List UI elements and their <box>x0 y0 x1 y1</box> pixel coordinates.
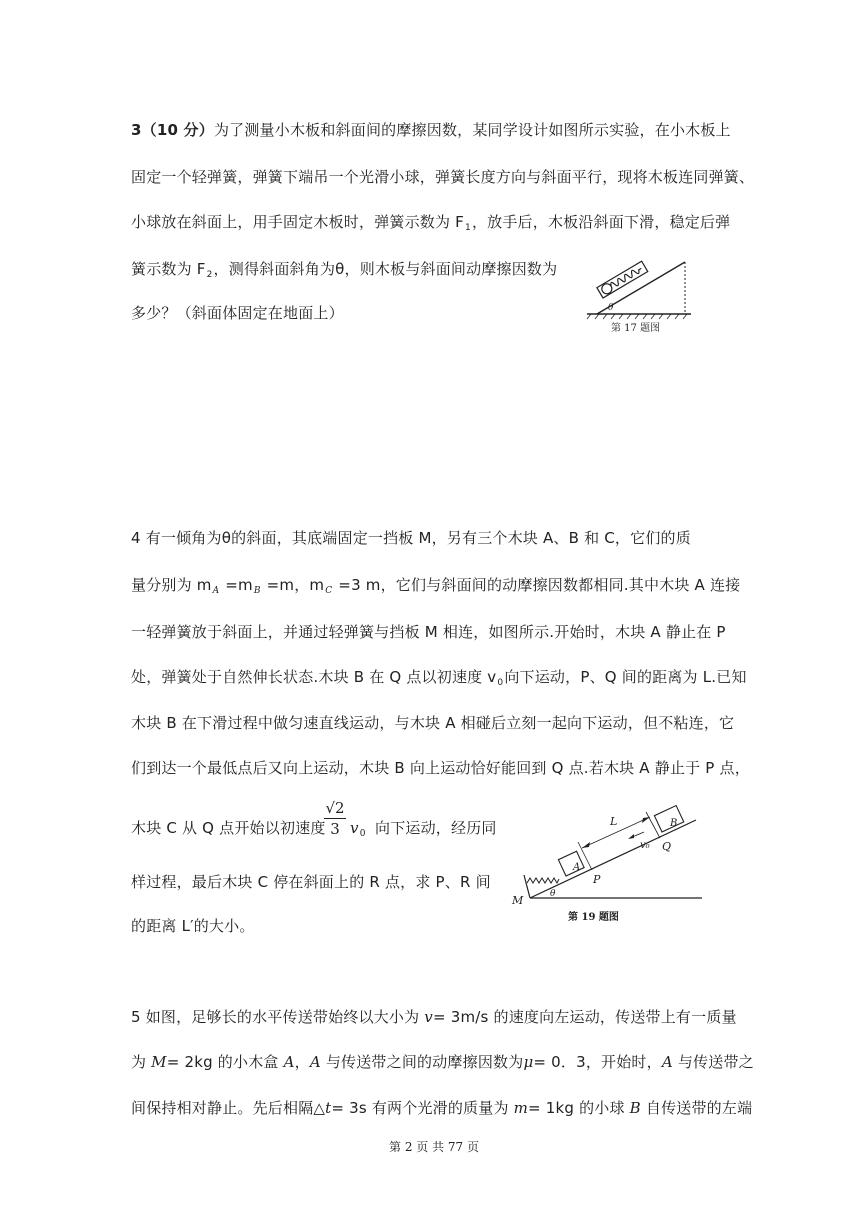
q3-line3-text-b: ，放手后，木板沿斜面下滑，稳定后弹 <box>471 213 731 231</box>
figure-17 <box>585 252 695 334</box>
fig19-caption: 第 19 题图 <box>568 912 619 923</box>
q3-line5: 多少？（斜面体固定在地面上） <box>131 304 344 322</box>
q4-line2-text-d: =3 m，它们与斜面间的动摩擦因数都相同.其中木块 A 连接 <box>333 576 741 594</box>
fig19-spring <box>527 878 559 883</box>
q3-line3 <box>131 212 730 235</box>
q4-line2 <box>131 575 740 598</box>
q4-ma-sub: A <box>212 586 220 596</box>
q3-line2: 固定一个轻弹簧，弹簧下端吊一个光滑小球，弹簧长度方向与斜面平行，现将木板连同弹簧、 <box>131 168 755 186</box>
q4-line2-text-c: =m，m <box>261 576 325 594</box>
q5-line3-text-b: = 3s 有两个光滑的质量为 <box>331 1099 514 1117</box>
fig17-ground-hatch <box>587 314 687 319</box>
q4-line4-text: 处，弹簧处于自然伸长状态.木块 B 在 Q 点以初速度 v <box>131 668 497 686</box>
q5-a-symbol: A <box>283 1053 295 1071</box>
q5-line3 <box>131 1098 752 1118</box>
fig19-label-a: A <box>573 862 581 873</box>
q3-number: 3 <box>131 121 142 139</box>
q5-line2 <box>131 1052 754 1072</box>
q5-line2-text: 为 <box>131 1053 152 1071</box>
q5-v-symbol: v <box>424 1008 433 1026</box>
q3-line4 <box>131 259 557 282</box>
q5-line3-text: 间保持相对静止。先后相隔 <box>131 1099 314 1117</box>
fig19-label-b: B <box>670 818 678 829</box>
q3-score: （10 分） <box>141 121 214 139</box>
q3-f1-sub: 1 <box>465 223 471 233</box>
q5-b-symbol: B <box>629 1099 641 1117</box>
q3-line4-text: 簧示数为 F <box>131 260 206 278</box>
q5-line2-text-f: 与传送带之 <box>672 1053 754 1071</box>
fig19-label-p: P <box>593 873 601 886</box>
q5-line1-text: 5 如图，足够长的水平传送带始终以大小为 <box>131 1008 425 1026</box>
page-footer: 第 2 页 共 77 页 <box>389 1140 479 1154</box>
q4-line8: 样过程，最后木块 C 停在斜面上的 R 点，求 P、R 间 <box>131 873 491 891</box>
fig19-label-theta: θ <box>550 889 556 899</box>
fig19-v0-arrowhead <box>628 834 634 839</box>
q4-frac-v <box>350 818 367 841</box>
q5-a-symbol-2: A <box>309 1053 321 1071</box>
q5-line2-text-e: = 0．3，开始时， <box>533 1053 662 1071</box>
q5-a-symbol-3: A <box>661 1053 673 1071</box>
q5-m-symbol: M <box>151 1053 167 1071</box>
q4-line7-a: 木块 C 从 Q 点开始以初速度 <box>131 819 326 837</box>
q5-line2-text-c: ， <box>294 1053 310 1071</box>
figure-19 <box>510 790 710 930</box>
q5-line1-text-b: = 3m/s 的速度向左运动，传送带上有一质量 <box>432 1008 737 1026</box>
q4-line2-text-b: =m <box>220 576 253 594</box>
q5-mu-symbol: μ <box>523 1053 534 1071</box>
q5-line3-text-c: = 1kg 的小球 <box>528 1099 630 1117</box>
fig17-caption: 第 17 题图 <box>611 323 661 334</box>
q4-v0-sub: 0 <box>497 678 504 688</box>
q3-text: 为了测量小木板和斜面间的摩擦因数，某同学设计如图所示实验，在小木板上 <box>213 121 731 139</box>
fig19-label-l: L <box>610 815 618 828</box>
q4-frac-den: 3 <box>330 820 340 838</box>
q4-v-symbol: v <box>350 819 359 837</box>
q5-dt-symbol: △t <box>313 1099 332 1117</box>
q4-mb-sub: B <box>253 586 261 596</box>
q4-frac-num: √2 <box>325 799 345 817</box>
fig19-block-a <box>558 851 584 876</box>
q4-fraction <box>324 798 346 839</box>
q4-v-sub: 0 <box>359 829 366 839</box>
q4-line5: 木块 B 在下滑过程中做匀速直线运动，与木块 A 相碰后立刻一起向下运动，但不粘连，它 <box>131 714 735 732</box>
q4-line3: 一轻弹簧放于斜面上，并通过轻弹簧与挡板 M 相连，如图所示.开始时，木块 A 静止在 P <box>131 623 726 641</box>
q4-line9: 的距离 L′的大小。 <box>131 917 255 935</box>
q4-line4-text-b: 向下运动，P、Q 间的距离为 L.已知 <box>504 668 747 686</box>
fig19-label-v0: v₀ <box>640 840 650 851</box>
fig17-board <box>597 261 648 298</box>
q4-line2-text: 量分别为 m <box>131 576 212 594</box>
q3-f2-sub: 2 <box>206 270 213 280</box>
q5-line3-text-d: 自传送带的左端 <box>640 1099 753 1117</box>
q3-line3-text: 小球放在斜面上，用手固定木板时，弹簧示数为 F <box>131 213 464 231</box>
fig19-label-q: Q <box>662 840 672 853</box>
q3-line4-text-b: ，测得斜面斜角为θ，则木板与斜面间动摩擦因数为 <box>213 260 558 278</box>
q4-mc-sub: C <box>325 586 333 596</box>
fig19-label-m: M <box>512 894 524 907</box>
q4-line1: 4 有一倾角为θ的斜面，其底端固定一挡板 M，另有三个木块 A、B 和 C，它们的质 <box>131 529 691 547</box>
q5-line2-text-b: = 2kg 的小木盒 <box>166 1053 284 1071</box>
q4-line6: 们到达一个最低点后又向上运动，木块 B 向上运动恰好能回到 Q 点.若木块 A 静止于 P 点， <box>131 759 750 777</box>
q5-m-small-symbol: m <box>513 1099 529 1117</box>
fig17-theta: θ <box>608 303 614 313</box>
q5-line2-text-d: 与传送带之间的动摩擦因数为 <box>320 1053 524 1071</box>
q3-line1 <box>131 120 731 140</box>
q5-line1 <box>131 1007 737 1027</box>
q4-line4 <box>131 667 747 690</box>
fig19-wall-m <box>524 875 530 898</box>
q4-line7-b: 向下运动，经历同 <box>375 819 497 837</box>
fig19-incline <box>530 820 696 898</box>
